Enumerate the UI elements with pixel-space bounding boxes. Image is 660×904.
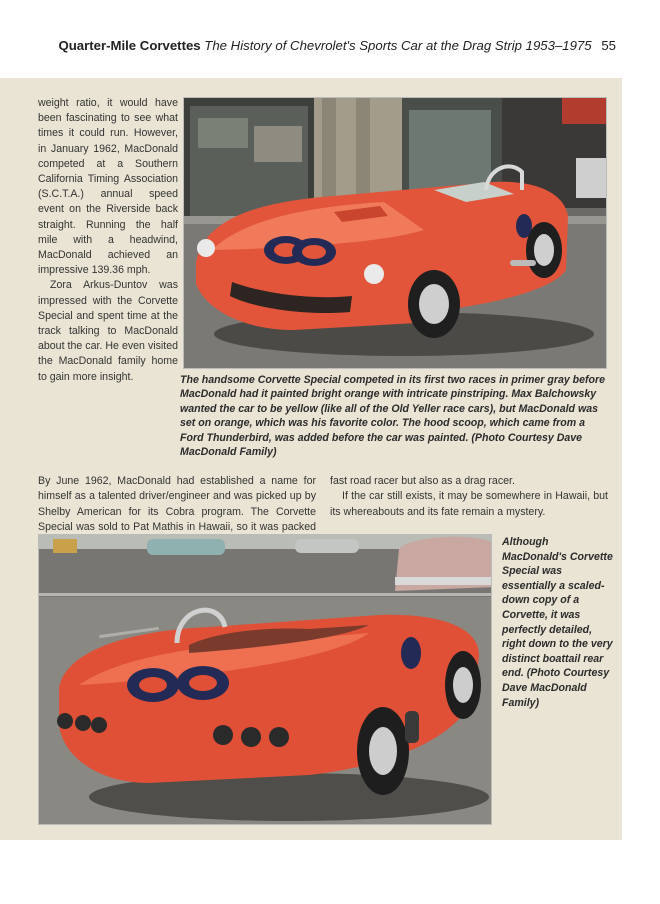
photo2-caption: Although MacDonald's Corvette Special was essentially a scaled-down copy of a Corvette, it was perfectly detailed, right down to the very distinct boattail rear end. (Photo Courtesy Dave MacDonald Family) [502, 536, 613, 709]
paragraph: By June 1962, MacDonald had established a name for himself as a talented driver/engineer and was picked up by Shelby American for its Cobra program. The Corvette Special was sold to Pat Mathis in Hawaii, so it was packed [38, 475, 316, 534]
paragraph: Zora Arkus-Duntov was impressed with the Corvette Special and spent time at the track talking to MacDonald about the car. He even visited the MacDonald family home to gain more insight. [38, 279, 178, 383]
paragraph: If the car still exists, it may be somewhere in Hawaii, but its whereabouts and its fate remain a mystery. [330, 490, 608, 518]
right-column-text [330, 474, 608, 520]
left-column-text [38, 96, 178, 385]
paragraph: weight ratio, it would have been fascinating to see what times it could run. However, in January 1962, MacDonald competed at a Southern California Timing Association (S.C.T.A.) annual speed event on the Riverside back straight. Running the half mile with a headwind, MacDonald achieved an impressive 139.36 mph. [38, 97, 178, 277]
photo-car-rear [38, 534, 492, 825]
photo1-caption: The handsome Corvette Special competed in its first two races in primer gray before MacDonald had it painted bright orange with intricate pinstriping. Max Balchowsky wanted the car to be yellow (like all of the Old Yeller race cars), but MacDonald was set on orange, which was his favorite color. The hood scoop, which came from a Ford Thunderbird, was added before the car was painted. (Photo Courtesy Dave MacDonald Family) [180, 374, 606, 459]
book-subtitle: The History of Chevrolet's Sports Car at the Drag Strip 1953–1975 [204, 38, 592, 53]
running-head [58, 38, 616, 53]
page-header [0, 0, 660, 78]
paragraph: fast road racer but also as a drag racer. [330, 475, 515, 487]
page-number: 55 [601, 38, 616, 53]
photo-car-front [183, 97, 607, 369]
book-title: Quarter-Mile Corvettes [58, 38, 201, 53]
